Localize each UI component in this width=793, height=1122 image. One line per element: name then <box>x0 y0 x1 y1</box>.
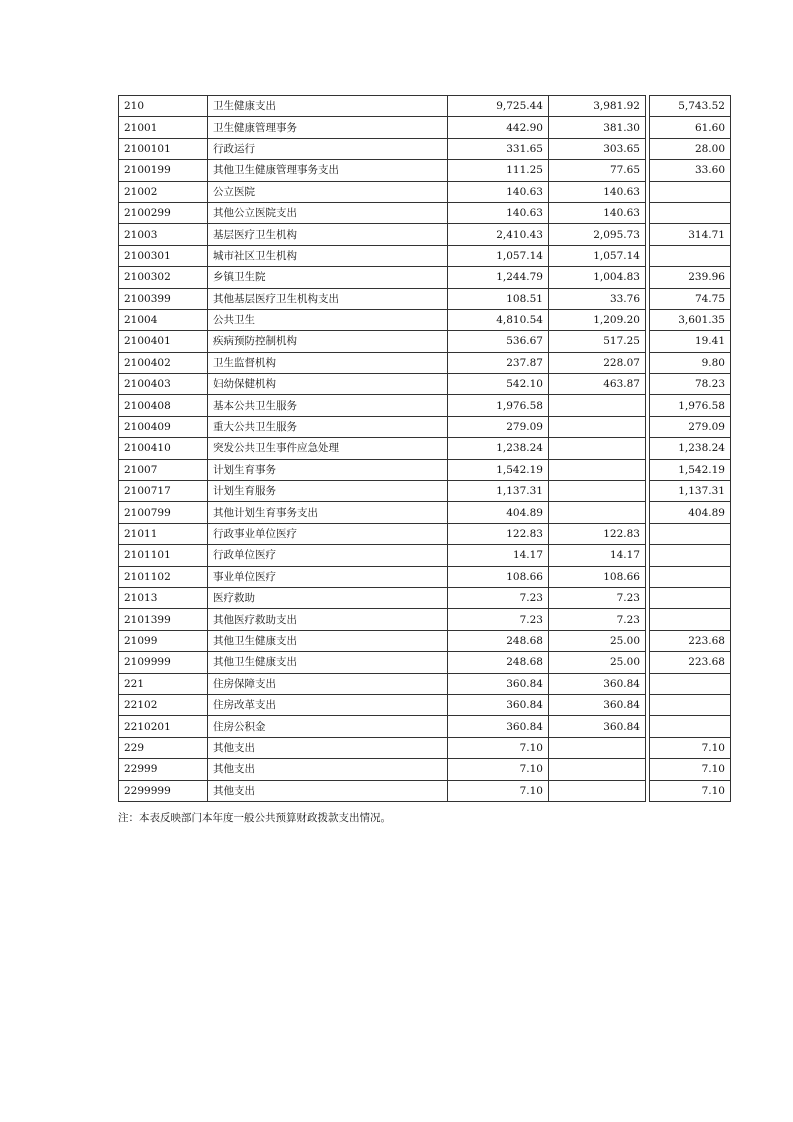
table-row <box>119 630 731 651</box>
cell-project-expenditure: 33.60 <box>650 160 731 181</box>
cell-project-expenditure: 28.00 <box>650 138 731 159</box>
cell-project-expenditure <box>650 181 731 202</box>
cell-basic-expenditure: 1,004.83 <box>549 267 646 288</box>
cell-total-amount: 1,137.31 <box>448 481 549 502</box>
cell-total-amount: 536.67 <box>448 331 549 352</box>
cell-function-code: 2100199 <box>119 160 208 181</box>
table-row <box>119 181 731 202</box>
table-row <box>119 416 731 437</box>
cell-function-name: 卫生监督机构 <box>208 352 448 373</box>
cell-function-code: 21004 <box>119 309 208 330</box>
table-row <box>119 117 731 138</box>
cell-basic-expenditure <box>549 438 646 459</box>
cell-project-expenditure <box>650 673 731 694</box>
cell-function-name: 妇幼保健机构 <box>208 374 448 395</box>
cell-project-expenditure: 1,542.19 <box>650 459 731 480</box>
cell-total-amount: 1,057.14 <box>448 245 549 266</box>
cell-total-amount: 1,244.79 <box>448 267 549 288</box>
table-row <box>119 288 731 309</box>
cell-function-code: 2100408 <box>119 395 208 416</box>
cell-basic-expenditure: 14.17 <box>549 545 646 566</box>
cell-function-code: 2101101 <box>119 545 208 566</box>
cell-function-name: 重大公共卫生服务 <box>208 416 448 437</box>
cell-total-amount: 331.65 <box>448 138 549 159</box>
table-note: 注：本表反映部门本年度一般公共预算财政拨款支出情况。 <box>118 812 391 824</box>
cell-function-name: 住房改革支出 <box>208 694 448 715</box>
cell-basic-expenditure: 517.25 <box>549 331 646 352</box>
cell-function-name: 卫生健康管理事务 <box>208 117 448 138</box>
cell-basic-expenditure: 7.23 <box>549 609 646 630</box>
cell-total-amount: 9,725.44 <box>448 96 549 117</box>
cell-basic-expenditure: 3,981.92 <box>549 96 646 117</box>
cell-function-name: 公共卫生 <box>208 309 448 330</box>
table-row <box>119 694 731 715</box>
cell-function-name: 行政运行 <box>208 138 448 159</box>
cell-function-code: 21002 <box>119 181 208 202</box>
table-row <box>119 352 731 373</box>
cell-total-amount: 1,542.19 <box>448 459 549 480</box>
cell-function-code: 2101102 <box>119 566 208 587</box>
cell-project-expenditure: 1,238.24 <box>650 438 731 459</box>
cell-project-expenditure: 7.10 <box>650 737 731 758</box>
table-row <box>119 438 731 459</box>
cell-total-amount: 442.90 <box>448 117 549 138</box>
cell-function-name: 医疗救助 <box>208 587 448 608</box>
table-row <box>119 523 731 544</box>
cell-total-amount: 360.84 <box>448 694 549 715</box>
cell-function-name: 住房保障支出 <box>208 673 448 694</box>
cell-function-code: 2109999 <box>119 652 208 673</box>
cell-basic-expenditure: 77.65 <box>549 160 646 181</box>
table-row <box>119 481 731 502</box>
cell-basic-expenditure <box>549 416 646 437</box>
cell-function-name: 其他公立医院支出 <box>208 202 448 223</box>
cell-function-code: 2100402 <box>119 352 208 373</box>
cell-function-name: 卫生健康支出 <box>208 96 448 117</box>
cell-project-expenditure: 223.68 <box>650 652 731 673</box>
cell-function-code: 21007 <box>119 459 208 480</box>
cell-total-amount: 108.51 <box>448 288 549 309</box>
cell-project-expenditure: 3,601.35 <box>650 309 731 330</box>
cell-basic-expenditure: 381.30 <box>549 117 646 138</box>
cell-basic-expenditure <box>549 395 646 416</box>
table-row <box>119 759 731 780</box>
cell-function-name: 住房公积金 <box>208 716 448 737</box>
cell-basic-expenditure <box>549 780 646 801</box>
table-row <box>119 96 731 117</box>
cell-function-code: 2100403 <box>119 374 208 395</box>
cell-project-expenditure: 279.09 <box>650 416 731 437</box>
cell-function-name: 公立医院 <box>208 181 448 202</box>
cell-function-name: 其他支出 <box>208 737 448 758</box>
cell-function-code: 21099 <box>119 630 208 651</box>
cell-function-name: 其他基层医疗卫生机构支出 <box>208 288 448 309</box>
cell-function-code: 2210201 <box>119 716 208 737</box>
cell-project-expenditure: 9.80 <box>650 352 731 373</box>
table-row <box>119 459 731 480</box>
table-row <box>119 780 731 801</box>
cell-function-code: 2100299 <box>119 202 208 223</box>
cell-function-name: 行政事业单位医疗 <box>208 523 448 544</box>
cell-total-amount: 140.63 <box>448 181 549 202</box>
cell-total-amount: 7.10 <box>448 759 549 780</box>
cell-basic-expenditure <box>549 737 646 758</box>
cell-total-amount: 4,810.54 <box>448 309 549 330</box>
cell-function-code: 22102 <box>119 694 208 715</box>
cell-project-expenditure: 1,976.58 <box>650 395 731 416</box>
cell-function-code: 221 <box>119 673 208 694</box>
cell-project-expenditure <box>650 245 731 266</box>
table-row <box>119 737 731 758</box>
cell-project-expenditure: 74.75 <box>650 288 731 309</box>
cell-function-name: 事业单位医疗 <box>208 566 448 587</box>
cell-function-code: 2100302 <box>119 267 208 288</box>
cell-function-code: 2100301 <box>119 245 208 266</box>
cell-project-expenditure <box>650 566 731 587</box>
cell-basic-expenditure: 7.23 <box>549 587 646 608</box>
cell-project-expenditure <box>650 587 731 608</box>
cell-function-name: 基层医疗卫生机构 <box>208 224 448 245</box>
table-row <box>119 138 731 159</box>
table-row <box>119 609 731 630</box>
cell-basic-expenditure: 140.63 <box>549 181 646 202</box>
table-row <box>119 652 731 673</box>
cell-function-code: 22999 <box>119 759 208 780</box>
cell-project-expenditure: 19.41 <box>650 331 731 352</box>
cell-function-name: 计划生育服务 <box>208 481 448 502</box>
cell-function-name: 其他卫生健康管理事务支出 <box>208 160 448 181</box>
table-row <box>119 267 731 288</box>
cell-function-code: 2100410 <box>119 438 208 459</box>
cell-total-amount: 2,410.43 <box>448 224 549 245</box>
cell-total-amount: 237.87 <box>448 352 549 373</box>
cell-total-amount: 111.25 <box>448 160 549 181</box>
cell-basic-expenditure <box>549 459 646 480</box>
cell-function-code: 21011 <box>119 523 208 544</box>
cell-function-code: 21001 <box>119 117 208 138</box>
cell-total-amount: 542.10 <box>448 374 549 395</box>
cell-project-expenditure <box>650 545 731 566</box>
cell-function-code: 2299999 <box>119 780 208 801</box>
cell-basic-expenditure: 228.07 <box>549 352 646 373</box>
cell-total-amount: 1,238.24 <box>448 438 549 459</box>
cell-total-amount: 7.23 <box>448 609 549 630</box>
cell-total-amount: 248.68 <box>448 652 549 673</box>
cell-function-code: 21013 <box>119 587 208 608</box>
cell-project-expenditure: 404.89 <box>650 502 731 523</box>
cell-function-code: 21003 <box>119 224 208 245</box>
cell-project-expenditure: 7.10 <box>650 780 731 801</box>
cell-function-code: 2100717 <box>119 481 208 502</box>
table-row <box>119 309 731 330</box>
cell-function-name: 其他支出 <box>208 780 448 801</box>
cell-basic-expenditure: 25.00 <box>549 652 646 673</box>
cell-total-amount: 404.89 <box>448 502 549 523</box>
cell-total-amount: 108.66 <box>448 566 549 587</box>
cell-basic-expenditure: 303.65 <box>549 138 646 159</box>
cell-total-amount: 7.23 <box>448 587 549 608</box>
cell-project-expenditure: 239.96 <box>650 267 731 288</box>
cell-function-name: 其他卫生健康支出 <box>208 652 448 673</box>
table-row <box>119 545 731 566</box>
cell-function-name: 乡镇卫生院 <box>208 267 448 288</box>
table-row <box>119 245 731 266</box>
cell-basic-expenditure: 463.87 <box>549 374 646 395</box>
cell-basic-expenditure: 1,209.20 <box>549 309 646 330</box>
cell-total-amount: 14.17 <box>448 545 549 566</box>
table-row <box>119 716 731 737</box>
cell-project-expenditure <box>650 694 731 715</box>
table-row <box>119 587 731 608</box>
cell-basic-expenditure: 360.84 <box>549 716 646 737</box>
table-row <box>119 202 731 223</box>
cell-function-code: 2100409 <box>119 416 208 437</box>
cell-basic-expenditure: 2,095.73 <box>549 224 646 245</box>
cell-function-code: 2100799 <box>119 502 208 523</box>
cell-basic-expenditure: 140.63 <box>549 202 646 223</box>
cell-total-amount: 360.84 <box>448 673 549 694</box>
cell-total-amount: 360.84 <box>448 716 549 737</box>
cell-project-expenditure: 61.60 <box>650 117 731 138</box>
cell-basic-expenditure: 25.00 <box>549 630 646 651</box>
cell-function-code: 2100101 <box>119 138 208 159</box>
cell-project-expenditure <box>650 202 731 223</box>
table-row <box>119 566 731 587</box>
cell-total-amount: 1,976.58 <box>448 395 549 416</box>
cell-project-expenditure <box>650 609 731 630</box>
cell-basic-expenditure: 122.83 <box>549 523 646 544</box>
cell-total-amount: 122.83 <box>448 523 549 544</box>
cell-function-code: 210 <box>119 96 208 117</box>
cell-basic-expenditure <box>549 502 646 523</box>
cell-function-name: 行政单位医疗 <box>208 545 448 566</box>
cell-total-amount: 140.63 <box>448 202 549 223</box>
cell-project-expenditure <box>650 523 731 544</box>
table-row <box>119 160 731 181</box>
cell-project-expenditure: 314.71 <box>650 224 731 245</box>
cell-function-name: 其他计划生育事务支出 <box>208 502 448 523</box>
cell-basic-expenditure: 108.66 <box>549 566 646 587</box>
cell-function-name: 疾病预防控制机构 <box>208 331 448 352</box>
cell-project-expenditure: 5,743.52 <box>650 96 731 117</box>
cell-function-name: 其他支出 <box>208 759 448 780</box>
cell-project-expenditure: 1,137.31 <box>650 481 731 502</box>
cell-basic-expenditure <box>549 759 646 780</box>
cell-basic-expenditure: 1,057.14 <box>549 245 646 266</box>
cell-total-amount: 7.10 <box>448 780 549 801</box>
cell-basic-expenditure: 360.84 <box>549 694 646 715</box>
cell-project-expenditure: 223.68 <box>650 630 731 651</box>
budget-expenditure-table <box>118 95 731 802</box>
cell-function-name: 基本公共卫生服务 <box>208 395 448 416</box>
cell-total-amount: 248.68 <box>448 630 549 651</box>
table-row <box>119 502 731 523</box>
cell-function-name: 其他医疗救助支出 <box>208 609 448 630</box>
table-row <box>119 331 731 352</box>
cell-basic-expenditure <box>549 481 646 502</box>
cell-function-code: 2100399 <box>119 288 208 309</box>
cell-total-amount: 7.10 <box>448 737 549 758</box>
cell-project-expenditure: 78.23 <box>650 374 731 395</box>
table-row <box>119 224 731 245</box>
table-row <box>119 374 731 395</box>
cell-project-expenditure <box>650 716 731 737</box>
cell-function-name: 突发公共卫生事件应急处理 <box>208 438 448 459</box>
cell-function-name: 城市社区卫生机构 <box>208 245 448 266</box>
cell-basic-expenditure: 360.84 <box>549 673 646 694</box>
cell-total-amount: 279.09 <box>448 416 549 437</box>
cell-function-code: 229 <box>119 737 208 758</box>
table-row <box>119 395 731 416</box>
cell-function-name: 计划生育事务 <box>208 459 448 480</box>
table-body <box>119 96 731 802</box>
cell-project-expenditure: 7.10 <box>650 759 731 780</box>
cell-basic-expenditure: 33.76 <box>549 288 646 309</box>
cell-function-code: 2100401 <box>119 331 208 352</box>
cell-function-code: 2101399 <box>119 609 208 630</box>
cell-function-name: 其他卫生健康支出 <box>208 630 448 651</box>
table-row <box>119 673 731 694</box>
